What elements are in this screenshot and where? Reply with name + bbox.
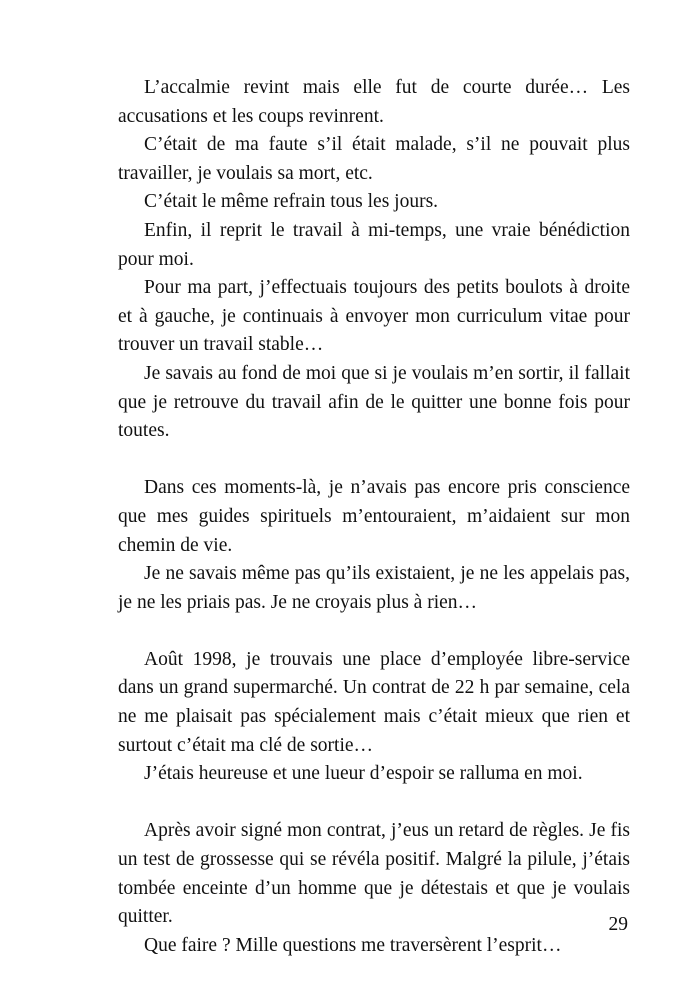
paragraph: J’étais heureuse et une lueur d’espoir se ralluma en moi. <box>144 763 583 785</box>
paragraph: Je savais au fond de moi que si je voulais m’en sortir, il fallait que je retrouve du travail afin de le quitter une bonne fois pour toutes. <box>118 362 630 442</box>
paragraph: Je ne savais même pas qu’ils existaient, je ne les appelais pas, je ne les priais pas. Je ne croyais plus à rien… <box>118 563 630 613</box>
page-number: 29 <box>608 914 628 935</box>
paragraph: Dans ces moments-là, je n’avais pas encore pris conscience que mes guides spirituels m’entouraient, m’aidaient sur mon chemin de vie. <box>118 477 630 556</box>
paragraph: Enfin, il reprit le travail à mi-temps, une vraie bénédiction pour moi. <box>118 219 630 270</box>
paragraph: C’était de ma faute s’il était malade, s’il ne pouvait plus travailler, je voulais sa mort, etc. <box>118 134 630 184</box>
paragraph: Après avoir signé mon contrat, j’eus un retard de règles. Je fis un test de grossesse qui se révéla positif. Malgré la pilule, j’étais tombée enceinte d’un homme que je détestais et que je voulais quitter. <box>118 820 630 928</box>
body-text <box>118 74 630 960</box>
paragraph: Août 1998, je trouvais une place d’employée libre-service dans un grand supermarché. Un contrat de 22 h par semaine, cela ne me plaisait pas spécialement mais c’était mieux que rien et surtout c’était ma clé de sortie… <box>118 648 630 756</box>
paragraph: Que faire ? Mille questions me traversèrent l’esprit… <box>144 934 562 956</box>
paragraph: L’accalmie revint mais elle fut de courte durée… Les accusations et les coups revinrent. <box>118 77 630 127</box>
paragraph: Pour ma part, j’effectuais toujours des petits boulots à droite et à gauche, je continuais à envoyer mon curriculum vitae pour trouver un travail stable… <box>118 277 630 356</box>
paragraph: C’était le même refrain tous les jours. <box>144 191 439 213</box>
